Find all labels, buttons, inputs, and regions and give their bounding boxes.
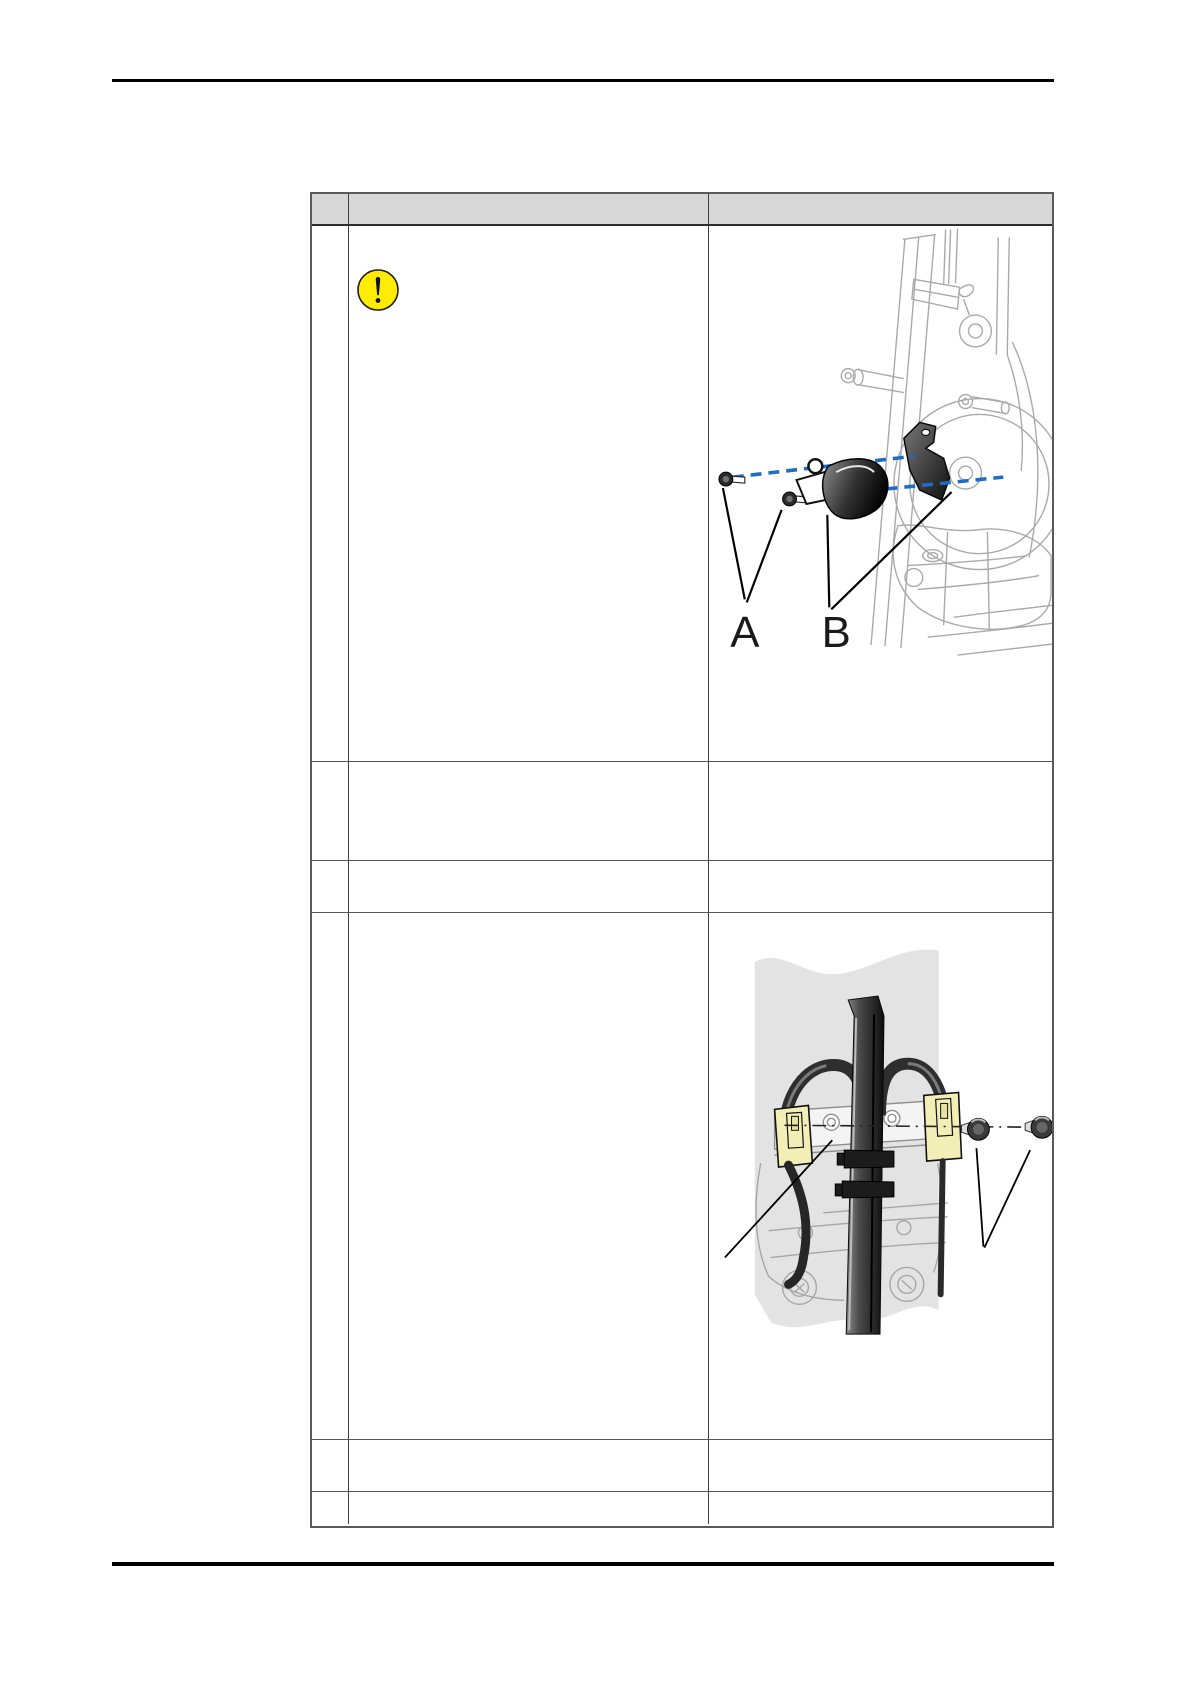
row6-text-cell [349, 1492, 709, 1524]
header-rule [112, 79, 1054, 82]
screw-right-2 [1025, 1116, 1052, 1138]
screw-right-1 [962, 1118, 990, 1140]
row3-text-cell [349, 861, 709, 913]
header-cell-instruction [349, 194, 709, 226]
label-a: A [730, 608, 760, 658]
warning-icon [356, 268, 400, 312]
row6-figure-cell [709, 1492, 1052, 1524]
machine-bracket-part [904, 422, 950, 500]
header-cell-figure [709, 194, 1052, 226]
row1-figure-cell [709, 226, 1052, 762]
row2-step-cell [312, 762, 349, 861]
row5-text-cell [349, 1440, 709, 1492]
row1-step-cell [312, 226, 349, 762]
row4-text-cell [349, 913, 709, 1440]
connector-left [775, 1105, 813, 1167]
row2-figure-cell [709, 762, 1052, 861]
row2-text-cell [349, 762, 709, 861]
screw-a1 [719, 472, 745, 486]
cover-part [796, 459, 887, 519]
row4-step-cell [312, 913, 349, 1440]
row6-step-cell [312, 1492, 349, 1524]
instruction-table [310, 192, 1054, 1528]
assembly-figure [709, 226, 1052, 762]
row1-text-cell [349, 226, 709, 762]
label-b: B [821, 608, 851, 658]
row3-step-cell [312, 861, 349, 913]
thin-rod [941, 1161, 943, 1294]
row3-figure-cell [709, 861, 1052, 913]
machine-line-art [841, 229, 1052, 656]
footer-rule [112, 1562, 1054, 1566]
cable-clamp-figure [709, 913, 1052, 1440]
row4-figure-cell [709, 913, 1052, 1440]
row5-step-cell [312, 1440, 349, 1492]
row5-figure-cell [709, 1440, 1052, 1492]
header-cell-step [312, 194, 349, 226]
